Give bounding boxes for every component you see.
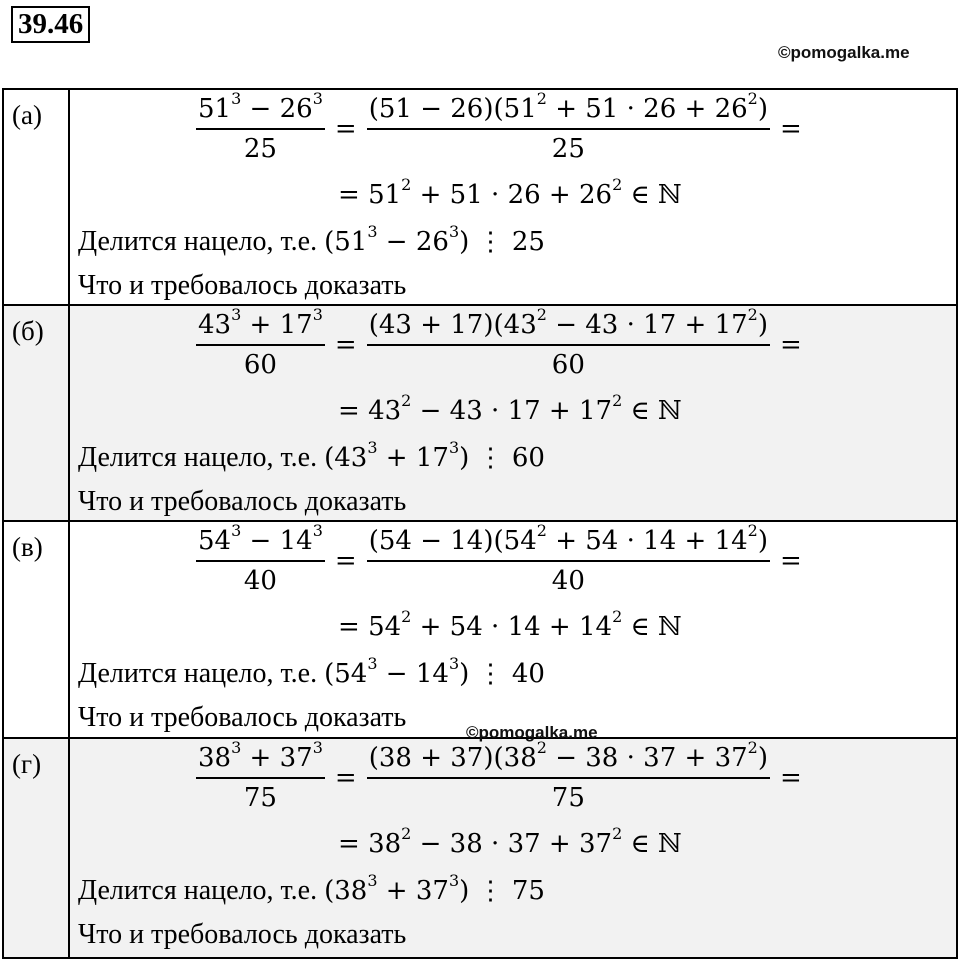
left-fraction: $\frac{54^3 - 14^3}{40}$ — [198, 521, 323, 596]
part-label: (а) — [3, 89, 69, 305]
proved-line: Что и требовалось доказать — [78, 919, 407, 950]
proved-line: Что и требовалось доказать — [78, 270, 407, 301]
part-label: (б) — [3, 305, 69, 521]
solution-row — [3, 89, 957, 305]
solution-table — [2, 88, 958, 959]
proved-line: Что и требовалось доказать — [78, 486, 407, 517]
part-solution — [69, 89, 957, 305]
fraction-equation: $\frac{43^3 + 17^3}{60}$ = $\frac{(43 + 17)(43^2 - 43 \cdot 17 + 17^2)}{60}$ = — [198, 305, 802, 380]
watermark: ©pomogalka.me — [778, 43, 910, 62]
conclusion-line: Делится нацело, т.е. $(54^3 - 14^3)$ ⋮ 40 — [78, 654, 545, 689]
part-solution — [69, 521, 957, 738]
part-label: (г) — [3, 738, 69, 958]
part-solution — [69, 305, 957, 521]
result-expression: = $54^2 + 54 \cdot 14 + 14^2$ ∈ ℕ — [338, 607, 682, 642]
left-fraction: $\frac{38^3 + 37^3}{75}$ — [198, 738, 323, 813]
right-fraction: $\frac{(38 + 37)(38^2 - 38 \cdot 37 + 37^2)}{75}$ — [368, 738, 769, 813]
part-solution — [69, 738, 957, 958]
fraction-equation: $\frac{51^3 - 26^3}{25}$ = $\frac{(51 - 26)(51^2 + 51 \cdot 26 + 26^2)}{25}$ = — [198, 89, 802, 164]
fraction-equation: $\frac{38^3 + 37^3}{75}$ = $\frac{(38 + 37)(38^2 - 38 \cdot 37 + 37^2)}{75}$ = — [198, 738, 802, 813]
conclusion-line: Делится нацело, т.е. $(51^3 - 26^3)$ ⋮ 25 — [78, 222, 545, 257]
result-expression: = $43^2 - 43 \cdot 17 + 17^2$ ∈ ℕ — [338, 391, 682, 426]
right-fraction: $\frac{(51 - 26)(51^2 + 51 \cdot 26 + 26^2)}{25}$ — [368, 89, 769, 164]
left-fraction: $\frac{51^3 - 26^3}{25}$ — [198, 89, 323, 164]
conclusion-line: Делится нацело, т.е. $(38^3 + 37^3)$ ⋮ 75 — [78, 871, 545, 906]
solution-row — [3, 305, 957, 521]
solution-row — [3, 738, 957, 958]
watermark: ©pomogalka.me — [466, 723, 598, 742]
result-expression: = $51^2 + 51 \cdot 26 + 26^2$ ∈ ℕ — [338, 175, 682, 210]
conclusion-line: Делится нацело, т.е. $(43^3 + 17^3)$ ⋮ 60 — [78, 438, 545, 473]
right-fraction: $\frac{(43 + 17)(43^2 - 43 \cdot 17 + 17^2)}{60}$ — [368, 305, 769, 380]
left-fraction: $\frac{43^3 + 17^3}{60}$ — [198, 305, 323, 380]
solution-row — [3, 521, 957, 738]
fraction-equation: $\frac{54^3 - 14^3}{40}$ = $\frac{(54 - 14)(54^2 + 54 \cdot 14 + 14^2)}{40}$ = — [198, 521, 802, 596]
result-expression: = $38^2 - 38 \cdot 37 + 37^2$ ∈ ℕ — [338, 824, 682, 859]
proved-line: Что и требовалось доказать — [78, 702, 407, 733]
problem-number: 39.46 — [11, 6, 90, 43]
right-fraction: $\frac{(54 - 14)(54^2 + 54 \cdot 14 + 14^2)}{40}$ — [368, 521, 769, 596]
part-label: (в) — [3, 521, 69, 738]
